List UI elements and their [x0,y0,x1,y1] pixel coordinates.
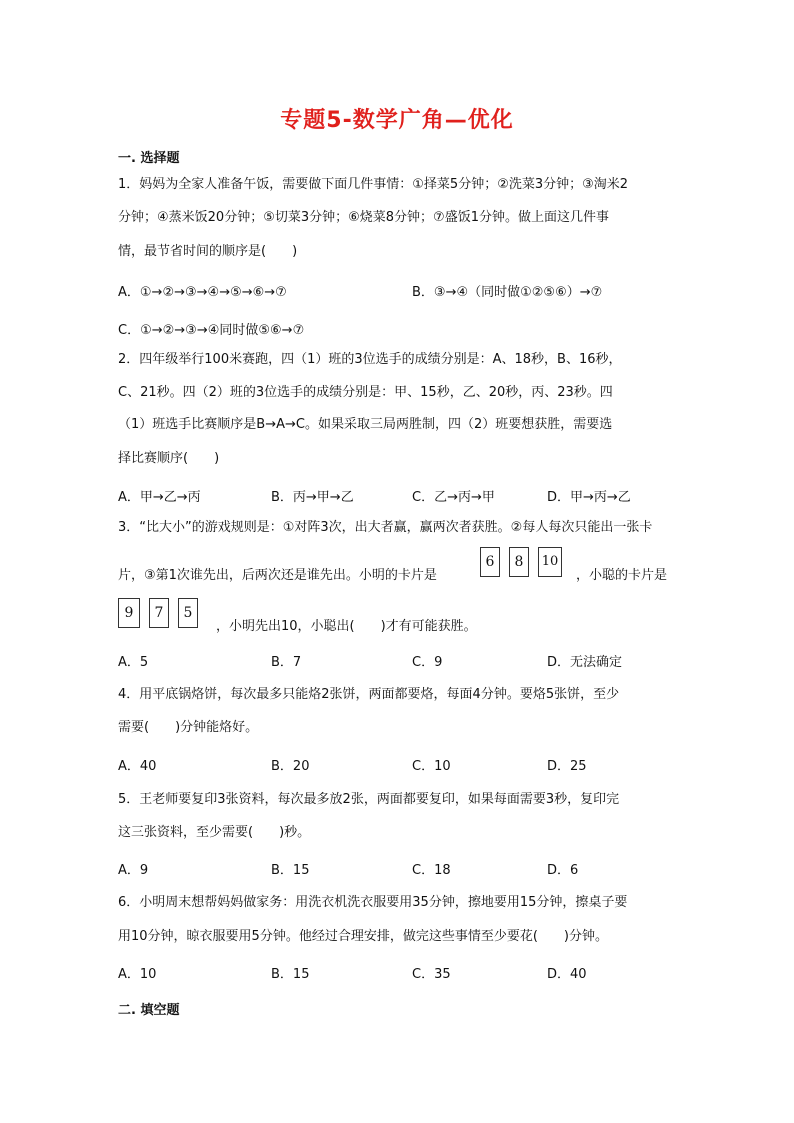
question-1-line-3: 情，最节省时间的顺序是( ) [118,244,298,259]
xiaocong-cards [118,598,198,628]
question-1-option-c[interactable]: C．①→②→③→④同时做⑤⑥→⑦ [118,323,305,338]
question-1-line-2: 分钟；④蒸米饭20分钟；⑤切菜3分钟；⑥烧菜8分钟；⑦盛饭1分钟。做上面这几件事 [118,210,609,225]
question-2-option-d[interactable]: D．甲→丙→乙 [547,490,631,505]
question-4-option-b[interactable]: B．20 [271,759,310,774]
card: 9 [118,598,140,628]
question-1-line-1: 1．妈妈为全家人准备午饭，需要做下面几件事情：①择菜5分钟；②洗菜3分钟；③淘米2 [118,177,629,192]
question-5-option-c[interactable]: C．18 [412,863,451,878]
card: 8 [509,547,529,577]
question-3-line-3: ，小明先出10，小聪出( )才有可能获胜。 [216,619,477,634]
question-1-option-a[interactable]: A．①→②→③→④→⑤→⑥→⑦ [118,285,287,300]
question-3-option-a[interactable]: A．5 [118,655,149,670]
card: 5 [178,598,198,628]
question-3-option-c[interactable]: C．9 [412,655,443,670]
question-2-option-a[interactable]: A．甲→乙→丙 [118,490,201,505]
question-4-option-a[interactable]: A．40 [118,759,157,774]
question-5-option-b[interactable]: B．15 [271,863,310,878]
question-4-option-d[interactable]: D．25 [547,759,587,774]
question-4-line-2: 需要( )分钟能烙好。 [118,720,259,735]
question-5-line-1: 5．王老师要复印3张资料，每次最多放2张，两面都要复印，如果每面需要3秒，复印完 [118,792,620,807]
question-3-line-1: 3．“比大小”的游戏规则是：①对阵3次，出大者赢，赢两次者获胜。②每人每次只能出一张卡 [118,520,653,535]
question-6-line-1: 6．小明周末想帮妈妈做家务：用洗衣机洗衣服要用35分钟，擦地要用15分钟，擦桌子要 [118,895,628,910]
question-3-option-b[interactable]: B．7 [271,655,302,670]
card: 10 [538,547,562,577]
question-6-option-d[interactable]: D．40 [547,967,587,982]
question-2-line-2: C、21秒。四（2）班的3位选手的成绩分别是：甲、15秒，乙、20秒，丙、23秒。四 [118,385,613,400]
question-6-line-2: 用10分钟，晾衣服要用5分钟。他经过合理安排，做完这些事情至少要花( )分钟。 [118,929,608,944]
question-6-option-a[interactable]: A．10 [118,967,157,982]
question-2-line-1: 2．四年级举行100米赛跑，四（1）班的3位选手的成绩分别是：A、18秒，B、16秒， [118,352,622,367]
section-heading-choice: 一. 选择题 [118,151,180,166]
question-5-option-d[interactable]: D．6 [547,863,579,878]
page-title: 专题5-数学广角—优化 [280,108,514,133]
question-2-option-c[interactable]: C．乙→丙→甲 [412,490,495,505]
question-6-option-c[interactable]: C．35 [412,967,451,982]
question-2-line-4: 择比赛顺序( ) [118,451,220,466]
question-6-option-b[interactable]: B．15 [271,967,310,982]
question-1-option-b[interactable]: B．③→④（同时做①②⑤⑥）→⑦ [412,285,603,300]
xiaoming-cards [480,547,562,577]
question-2-line-3: （1）班选手比赛顺序是B→A→C。如果采取三局两胜制，四（2）班要想获胜，需要选 [118,417,613,432]
section-heading-fill: 二. 填空题 [118,1003,180,1018]
question-4-line-1: 4．用平底锅烙饼，每次最多只能烙2张饼，两面都要烙，每面4分钟。要烙5张饼，至少 [118,687,620,702]
question-5-option-a[interactable]: A．9 [118,863,149,878]
question-4-option-c[interactable]: C．10 [412,759,451,774]
question-3-line-2b: ，小聪的卡片是 [576,568,668,583]
card: 6 [480,547,500,577]
question-2-option-b[interactable]: B．丙→甲→乙 [271,490,354,505]
question-3-line-2a: 片，③第1次谁先出，后两次还是谁先出。小明的卡片是 [118,568,437,583]
question-5-line-2: 这三张资料，至少需要( )秒。 [118,825,311,840]
question-3-option-d[interactable]: D．无法确定 [547,655,623,670]
card: 7 [149,598,169,628]
